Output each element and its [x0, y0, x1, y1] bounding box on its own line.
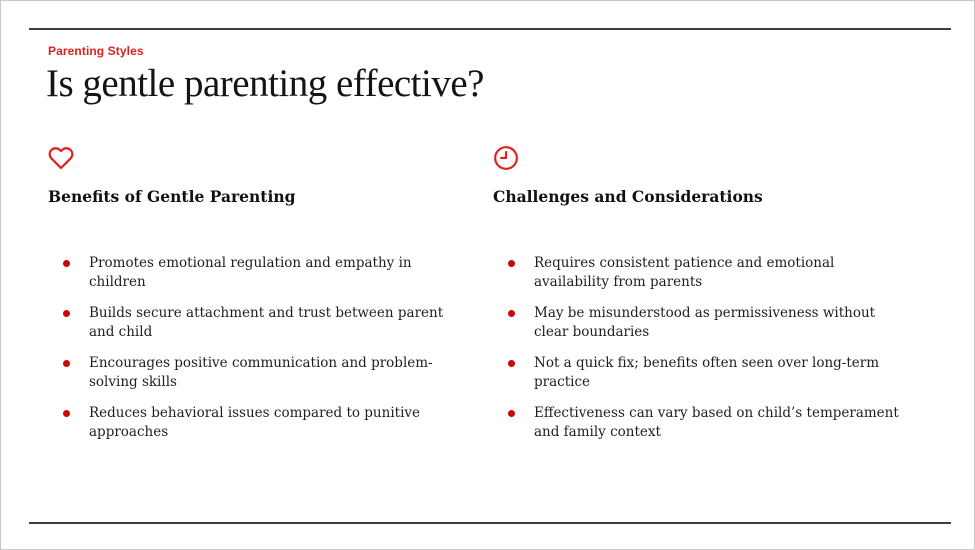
benefits-list — [48, 254, 448, 442]
challenges-column — [493, 145, 907, 454]
list-item — [48, 354, 448, 392]
list-item — [493, 354, 907, 392]
list-item-text: Encourages positive communication and problem-solving skills — [89, 355, 433, 390]
page-title: Is gentle parenting effective? — [46, 62, 484, 105]
list-item — [493, 304, 907, 342]
bottom-rule — [29, 522, 951, 524]
benefits-heading: Benefits of Gentle Parenting — [48, 187, 296, 206]
bullet-dot — [63, 260, 70, 267]
list-item-text: Not a quick fix; benefits often seen over long-term practice — [534, 355, 880, 390]
list-item-text: Builds secure attachment and trust between parent and child — [89, 305, 444, 340]
benefits-column — [48, 145, 448, 454]
list-item — [48, 254, 448, 292]
list-item-text: Requires consistent patience and emotional availability from parents — [534, 255, 835, 290]
list-item-text: Promotes emotional regulation and empathy in children — [89, 255, 412, 290]
list-item-text: Effectiveness can vary based on child’s temperament and family context — [534, 405, 899, 440]
bullet-dot — [508, 360, 515, 367]
list-item — [48, 304, 448, 342]
bullet-dot — [63, 410, 70, 417]
clock-icon — [493, 145, 519, 171]
challenges-list — [493, 254, 907, 442]
list-item-text: Reduces behavioral issues compared to punitive approaches — [89, 405, 421, 440]
bullet-dot — [63, 360, 70, 367]
bullet-dot — [508, 310, 515, 317]
top-rule — [29, 28, 951, 30]
list-item-text: May be misunderstood as permissiveness without clear boundaries — [534, 305, 876, 340]
heart-icon — [48, 145, 74, 171]
bullet-dot — [63, 310, 70, 317]
list-item — [493, 254, 907, 292]
list-item — [48, 404, 448, 442]
list-item — [493, 404, 907, 442]
bullet-dot — [508, 410, 515, 417]
bullet-dot — [508, 260, 515, 267]
eyebrow-label: Parenting Styles — [48, 44, 144, 58]
challenges-heading: Challenges and Considerations — [493, 187, 763, 206]
